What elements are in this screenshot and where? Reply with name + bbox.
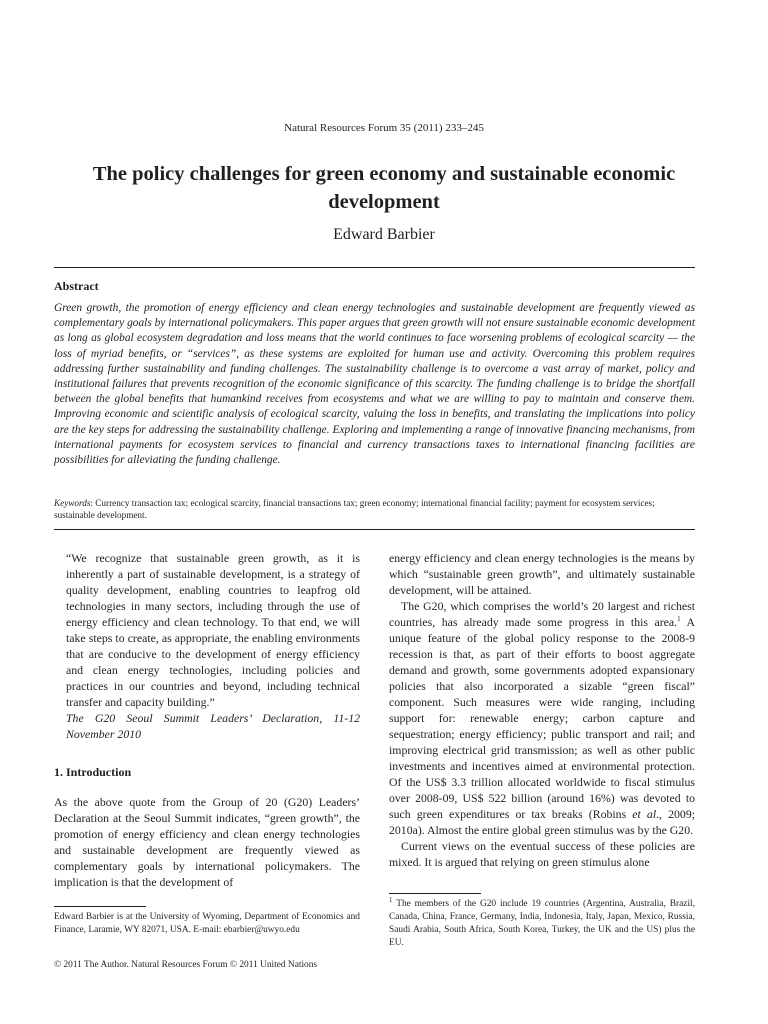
epigraph-source: The G20 Seoul Summit Leaders’ Declaration, 11-12 November 2010: [66, 711, 360, 741]
right-column: [389, 550, 695, 870]
footnote-rule-left: [54, 906, 146, 907]
g20-paragraph-text-2: A unique feature of the global policy response to the 2008-9 recession is that, as part of their efforts to boost aggregate demand and growth, some governments adopted expansionary policies that also incorporated a sizable “green fiscal” component. Such measures were wide ranging, including support for: renewable energy; carbon capture and sequestration; energy efficiency; public transport and rail; and improving electrical grid transmission; as well as other public investments and incentives aimed at environmental protection. Of the US$ 3.3 trillion allocated worldwide to fiscal stimulus over 2008-09, US$ 522 billion (around 16%) was devoted to such green expenditures or tax breaks (Robins: [389, 615, 695, 821]
footnote-1-text: The members of the G20 include 19 countries (Argentina, Australia, Brazil, Canada, China, France, Germany, India, Indonesia, Italy, Japan, Mexico, Russia, Saudi Arabia, South Africa, South Korea, Turkey, the UK and the US) plus the EU.: [389, 899, 695, 948]
abstract-body: Green growth, the promotion of energy efficiency and clean energy technologies and sustainable development are frequently viewed as complementary goals by international policymakers. This paper argues that green growth will not ensure sustainable economic development as long as global ecosystem degradation and loss means that the world continues to face worsening problems of ecological scarcity — the loss of myriad benefits, or “services”, as these systems are exploited for human use and activity. Overcoming this problem requires addressing further sustainability and funding challenges. The sustainability challenge is to overcome a vast array of market, policy and institutional failures that prevents recognition of the economic significance of this scarcity. The funding challenge is to bridge the shortfall between the global benefits that humankind receives from ecosystems and what we are willing to pay to maintain and conserve them. Improving economic and scientific analysis of ecological scarcity, valuing the loss in benefits, and translating the implications into policy are the key steps for addressing the sustainability challenge. Exploring and implementing a range of innovative financing mechanisms, from international payments for ecosystem services to financial and currency transactions taxes to international financing facilities are possibilities for alleviating the funding challenge.: [54, 302, 695, 467]
footnote-ref-1[interactable]: 1: [677, 615, 681, 624]
epigraph-quote: “We recognize that sustainable green growth, as it is inherently a part of sustainable development, is a strategy of quality development, enabling countries to leapfrog old technologies in many sectors, including through the use of energy efficiency and clean technology. To that end, we will take steps to create, as appropriate, the enabling environments that are conducive to the development of energy efficiency and clean energy technologies, including policies and practices in our countries and beyond, including technical transfer and capacity building.”: [66, 551, 360, 709]
footnote-1: [389, 895, 695, 950]
paper-title: The policy challenges for green economy and sustainable economic development: [92, 163, 676, 213]
citation-et-al: et al: [632, 807, 657, 821]
copyright-line: © 2011 The Author. Natural Resources Forum © 2011 United Nations: [54, 960, 318, 970]
section-heading-introduction: 1. Introduction: [54, 765, 132, 779]
keywords-label: Keywords: [54, 498, 91, 508]
abstract-top-rule: [54, 267, 695, 268]
left-column: [54, 550, 360, 890]
keywords: [54, 497, 695, 521]
author-affiliation-footnote: Edward Barbier is at the University of Wyoming, Department of Economics and Finance, Laramie, WY 82071, USA. E-mail: ebarbier@uwyo.edu: [54, 912, 360, 935]
abstract-bottom-rule: [54, 529, 695, 530]
continuation-paragraph: energy efficiency and clean energy technologies is the means by which “sustainable green growth”, and ultimately sustainable development, will be attained.: [389, 551, 695, 597]
footnote-rule-right: [389, 893, 481, 894]
abstract-heading: Abstract: [54, 279, 99, 293]
g20-paragraph: [389, 598, 695, 838]
current-views-paragraph: Current views on the eventual success of these policies are mixed. It is argued that relying on green stimulus alone: [389, 839, 695, 869]
g20-paragraph-text: The G20, which comprises the world’s 20 largest and richest countries, has already made some progress in this area.: [389, 599, 695, 629]
journal-citation: Natural Resources Forum 35 (2011) 233–245: [284, 122, 484, 134]
footnote-1-marker: 1: [389, 895, 393, 904]
keywords-separator: :: [90, 498, 96, 508]
keywords-list: Currency transaction tax; ecological scarcity, financial transactions tax; green economy; international financial facility; payment for ecosystem services; sustainable development.: [54, 498, 655, 520]
intro-paragraph: As the above quote from the Group of 20 (G20) Leaders’ Declaration at the Seoul Summit indicates, “green growth”, the promotion of energy efficiency and clean energy technologies and sustainable development are frequently viewed as complementary goals by international policymakers. The implication is that the development of: [54, 795, 360, 889]
g20-paragraph-text-3: ., 2009; 2010a). Almost the entire global green stimulus was by the G20.: [389, 807, 695, 837]
author-name: Edward Barbier: [333, 226, 435, 243]
